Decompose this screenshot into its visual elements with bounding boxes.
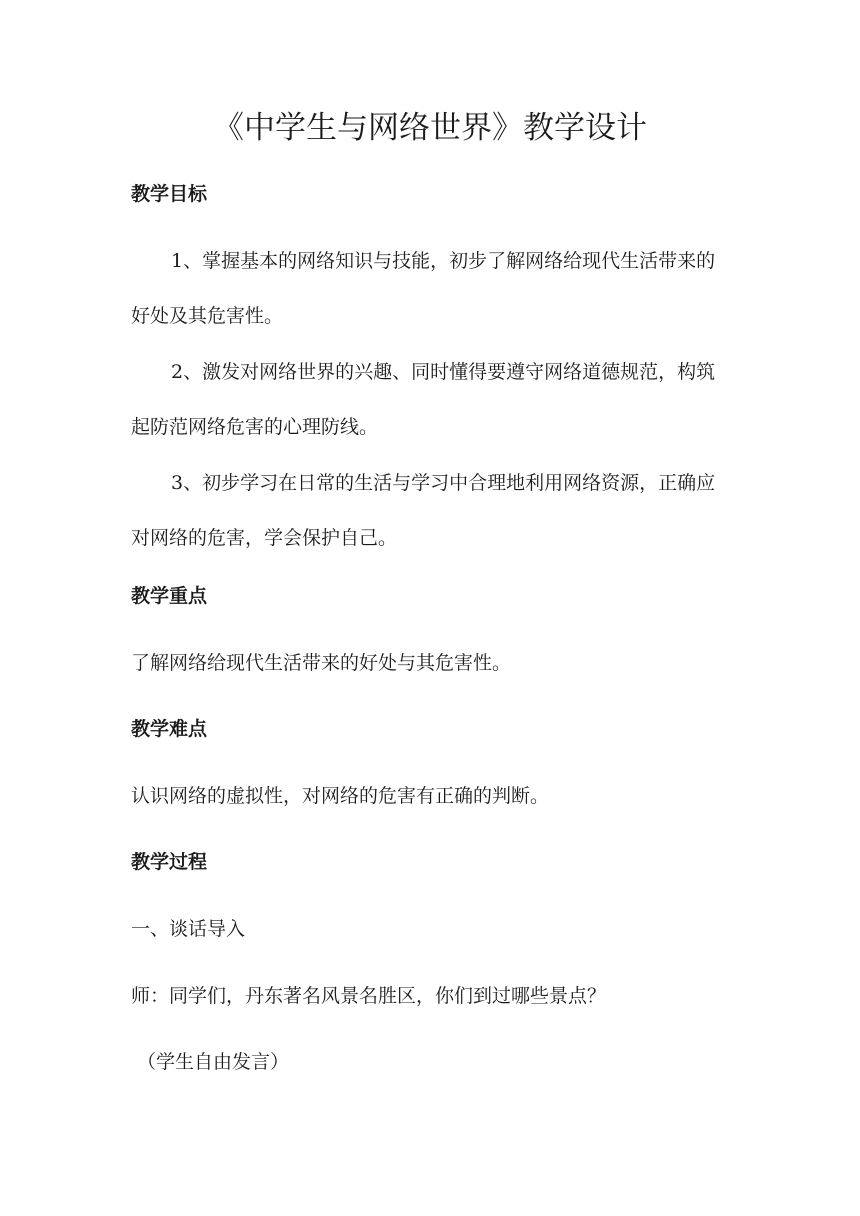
key-point-text: 了解网络给现代生活带来的好处与其危害性。 — [131, 652, 512, 674]
document-title: 《中学生与网络世界》教学设计 — [213, 110, 647, 146]
student-line: （学生自由发言） — [137, 1051, 290, 1073]
objective-3: 3、初步学习在日常的生活与学习中合理地利用网络资源，正确应对网络的危害，学会保护自己。 — [131, 472, 716, 549]
process-heading: 教学过程 — [131, 851, 208, 873]
objectives-heading: 教学目标 — [131, 183, 208, 205]
step-1-heading: 一、谈话导入 — [131, 918, 246, 940]
teacher-line: 师：同学们，丹东著名风景名胜区，你们到过哪些景点？ — [131, 985, 607, 1007]
difficulty-heading: 教学难点 — [131, 718, 208, 740]
objective-1: 1、掌握基本的网络知识与技能，初步了解网络给现代生活带来的好处及其危害性。 — [131, 250, 716, 327]
objective-2: 2、激发对网络世界的兴趣、同时懂得要遵守网络道德规范，构筑起防范网络危害的心理防线。 — [131, 361, 716, 438]
key-point-heading: 教学重点 — [131, 585, 208, 607]
difficulty-text: 认识网络的虚拟性，对网络的危害有正确的判断。 — [131, 785, 550, 807]
